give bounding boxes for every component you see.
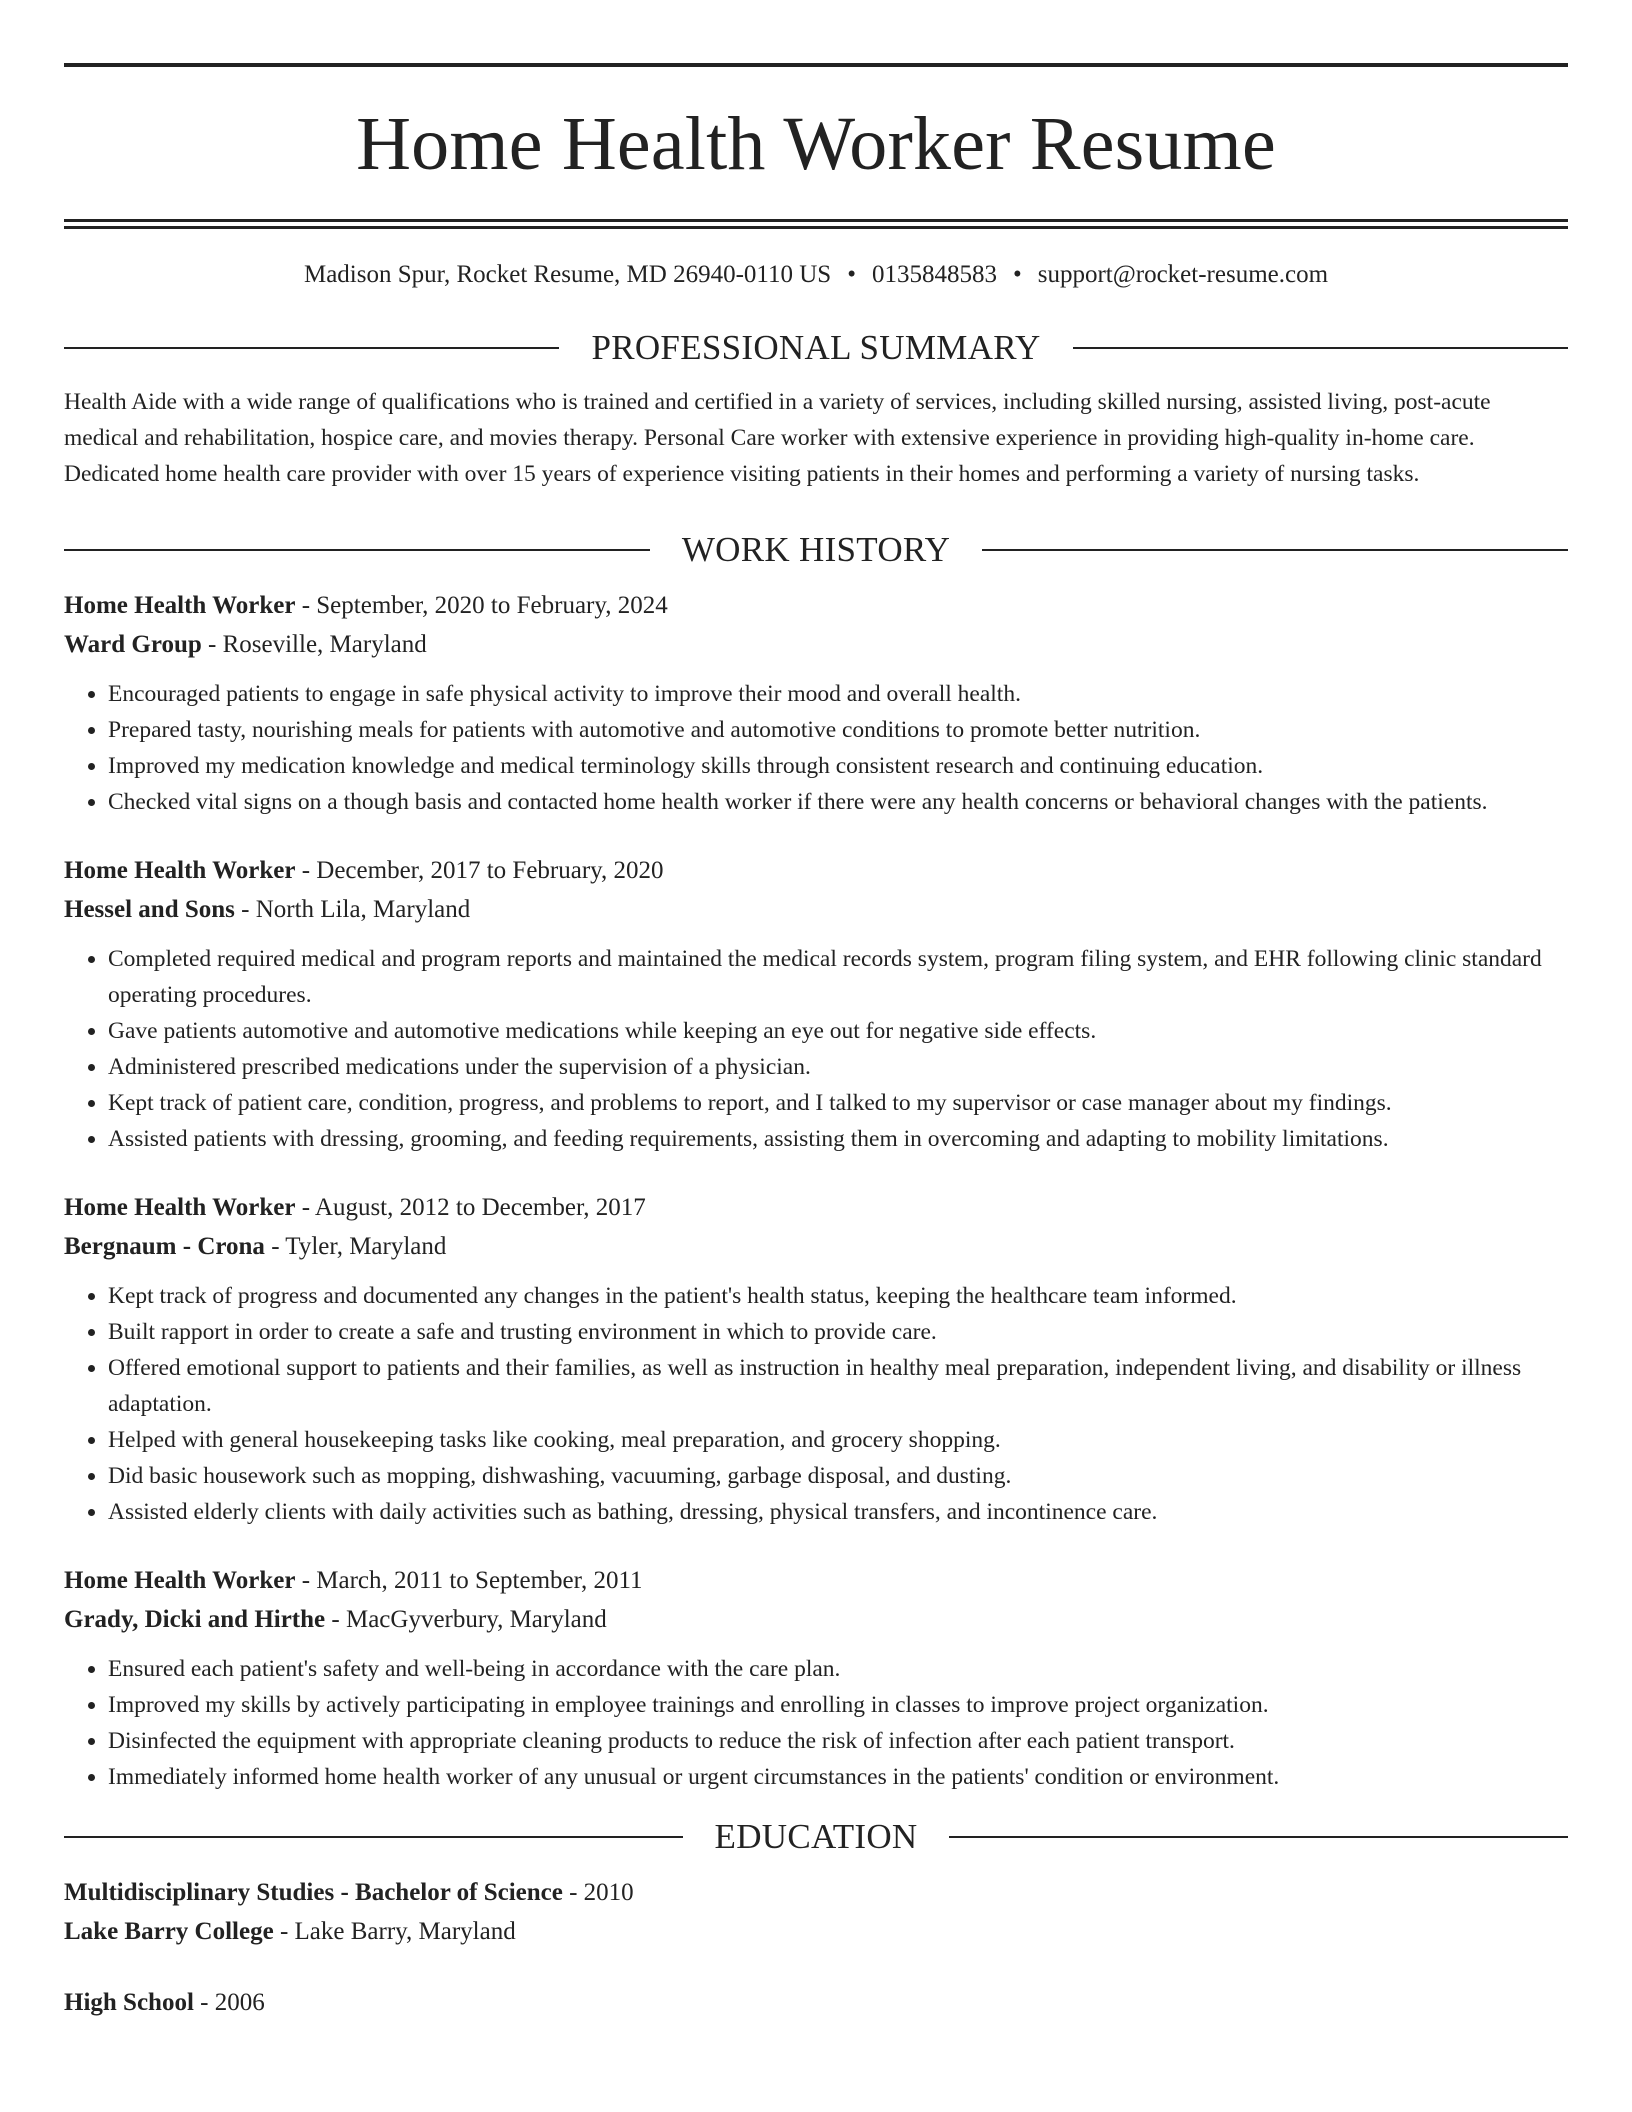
education-degree: High School [64,1989,194,2016]
job-title-line [64,586,1568,625]
job-bullets [64,941,1568,1157]
section-heading-work [64,528,1568,572]
education-year: - 2010 [562,1879,634,1906]
job-title: Home Health Worker [64,592,296,619]
job-dates: - December, 2017 to February, 2020 [295,857,664,884]
job-employer: Bergnaum - Crona [64,1233,265,1260]
heading-rule-left [64,347,559,349]
section-title: EDUCATION [714,1817,918,1856]
job-dates: - March, 2011 to September, 2011 [295,1567,643,1594]
job-employer-line [64,1600,1568,1639]
heading-rule-right [982,549,1568,551]
job-employer: Hessel and Sons [64,896,235,923]
job-title: Home Health Worker [64,1567,296,1594]
section-title: PROFESSIONAL SUMMARY [591,328,1041,367]
job-location: - MacGyverbury, Maryland [325,1606,607,1633]
bullet-item: • Immediately informed home health worker of any unusual or urgent circumstances in the patients' condition or environment. [108,1759,1568,1795]
summary-paragraph: Health Aide with a wide range of qualifications who is trained and certified in a variety of services, including skilled nursing, assisted living, post-acute medical and rehabilitation, hospice care, and movies therapy. Personal Care worker with extensive experience in providing high-quality in-home care. Dedicated home health care provider with over 15 years of experience visiting patients in their homes and performing a variety of nursing tasks. [64,389,1491,487]
bullet-item: • Built rapport in order to create a safe and trusting environment in which to provide care. [108,1314,1568,1350]
bullet-item: • Improved my skills by actively participating in employee trainings and enrolling in classes to improve project organization. [108,1687,1568,1723]
bullet-item: • Ensured each patient's safety and well-being in accordance with the care plan. [108,1651,1568,1687]
job-entry [64,851,1568,1157]
section-heading-education [64,1815,1568,1859]
job-title-line [64,1188,1568,1227]
job-employer-line [64,625,1568,664]
job-entry [64,1188,1568,1530]
section-title: WORK HISTORY [681,530,951,569]
bullet-item: • Checked vital signs on a though basis and contacted home health worker if there were any health concerns or behavioral changes with the patients. [108,784,1568,820]
bullet-item: • Disinfected the equipment with appropriate cleaning products to reduce the risk of infection after each patient transport. [108,1723,1568,1759]
job-bullets [64,1651,1568,1795]
bullet-item: • Gave patients automotive and automotive medications while keeping an eye out for negative side effects. [108,1013,1568,1049]
job-title-line [64,1561,1568,1600]
education-entry [64,1983,1568,2022]
job-bullets [64,676,1568,820]
job-dates: - September, 2020 to February, 2024 [295,592,668,619]
education-degree-line [64,1983,1568,2022]
education-degree-line [64,1873,1568,1912]
job-entry [64,1561,1568,1795]
bullet-item: • Offered emotional support to patients and their families, as well as instruction in healthy meal preparation, independent living, and disability or illness adaptation. [108,1350,1568,1422]
bullet-item: • Kept track of progress and documented any changes in the patient's health status, keeping the healthcare team informed. [108,1278,1568,1314]
bullet-item: • Did basic housework such as mopping, dishwashing, vacuuming, garbage disposal, and dusting. [108,1458,1568,1494]
job-location: - Tyler, Maryland [264,1233,447,1260]
education-entry [64,1873,1568,1951]
contact-address: Madison Spur, Rocket Resume, MD 26940-0110 US [303,261,832,288]
resume-page [64,63,1568,2022]
education-location: - Lake Barry, Maryland [273,1918,516,1945]
top-rule [64,63,1568,67]
bullet-item: • Helped with general housekeeping tasks like cooking, meal preparation, and grocery shopping. [108,1422,1568,1458]
job-employer: Ward Group [64,631,202,658]
bullet-item: • Assisted patients with dressing, grooming, and feeding requirements, assisting them in overcoming and adapting to mobility limitations. [108,1121,1568,1157]
job-dates: - August, 2012 to December, 2017 [295,1194,646,1221]
bullet-item: • Completed required medical and program reports and maintained the medical records system, program filing system, and EHR following clinic standard operating procedures. [108,941,1568,1013]
bullet-item: • Improved my medication knowledge and medical terminology skills through consistent research and continuing education. [108,748,1568,784]
education-year: - 2006 [193,1989,265,2016]
job-employer-line [64,890,1568,929]
contact-email: support@rocket-resume.com [1037,261,1329,288]
contact-phone: 0135848583 [871,261,997,288]
title-double-rule [64,219,1568,229]
bullet-item: • Administered prescribed medications under the supervision of a physician. [108,1049,1568,1085]
job-title-line [64,851,1568,890]
bullet-item: • Encouraged patients to engage in safe physical activity to improve their mood and overall health. [108,676,1568,712]
heading-rule-left [64,1836,683,1838]
heading-rule-right [1073,347,1568,349]
job-employer: Grady, Dicki and Hirthe [64,1606,326,1633]
job-entry [64,586,1568,820]
bullet-item: • Prepared tasty, nourishing meals for patients with automotive and automotive conditions to promote better nutrition. [108,712,1568,748]
section-heading-summary [64,326,1568,370]
education-school-line [64,1912,1568,1951]
job-location: - North Lila, Maryland [234,896,471,923]
education-degree: Multidisciplinary Studies - Bachelor of Science [64,1879,563,1906]
job-bullets [64,1278,1568,1530]
job-employer-line [64,1227,1568,1266]
education-school: Lake Barry College [64,1918,274,1945]
heading-rule-left [64,549,650,551]
work-history-list [64,586,1568,1795]
job-location: - Roseville, Maryland [201,631,427,658]
job-title: Home Health Worker [64,1194,296,1221]
resume-title: Home Health Worker Resume [356,102,1276,186]
contact-separator: • [1012,261,1022,288]
heading-rule-right [949,1836,1568,1838]
bullet-item: • Assisted elderly clients with daily activities such as bathing, dressing, physical transfers, and incontinence care. [108,1494,1568,1530]
contact-separator: • [847,261,856,288]
contact-line [64,260,1568,290]
job-title: Home Health Worker [64,857,296,884]
bullet-item: • Kept track of patient care, condition, progress, and problems to report, and I talked to my supervisor or case manager about my findings. [108,1085,1568,1121]
